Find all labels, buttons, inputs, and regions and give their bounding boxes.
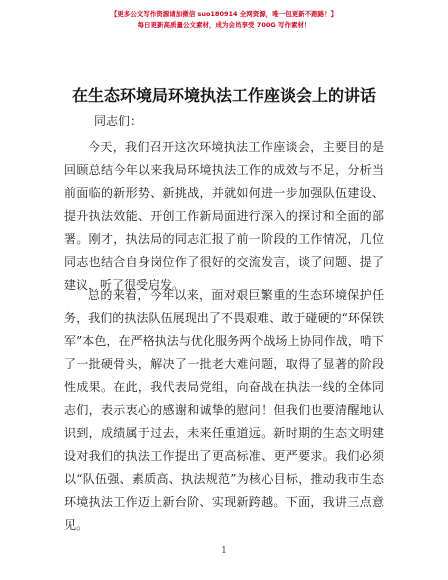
body-paragraph-1: 今天，我们召开这次环境执法工作座谈会，主要目的是回顾总结今年以来我局环境执法工作的成效与不足，分析当前面临的新形势、新挑战，并就如何进一步加强队伍建设、提升执法效能、开创工作新局面进行深入的探讨和全面的部署。刚才，执法局的同志汇报了前一阶段的工作情况，几位同志也结合自身岗位作了很好的交流发言，谈了问题、提了建议，听了很受启发。 bbox=[64, 140, 384, 292]
document-title: 在生态环境局环境执法工作座谈会上的讲话 bbox=[71, 86, 376, 105]
body-paragraph-2: 总的来看，今年以来，面对艰巨繁重的生态环境保护任务，我们的执法队伍展现出了不畏艰难、敢于碰硬的“环保铁军”本色，在严格执法与优化服务两个战场上协同作战，啃下了一批硬骨头，解决了一批老大难问题，取得了显著的阶段性成果。在此，我代表局党组，向奋战在执法一线的全体同志们，表示衷心的感谢和诚挚的慰问！但我们也要清醒地认识到，成绩属于过去，未来任重道远。新时期的生态文明建设对我们的执法工作提出了更高标准、更严要求。我们必须以“队伍强、素质高、执法规范”为核心目标，推动我市生态环境执法工作迈上新台阶、实现新跨越。下面，我讲三点意见。 bbox=[64, 288, 384, 532]
salutation: 同志们： bbox=[94, 114, 143, 128]
promo-banner-line-1: 【更多公文写作资源请加微信 suo180914 全网资源，唯一包更新不跑路！】 bbox=[110, 10, 338, 18]
promo-banner-line-2: 每日更新高质量公文素材，成为会员享受 700G 写作素材！ bbox=[137, 21, 311, 29]
page-number: 1 bbox=[221, 546, 227, 556]
